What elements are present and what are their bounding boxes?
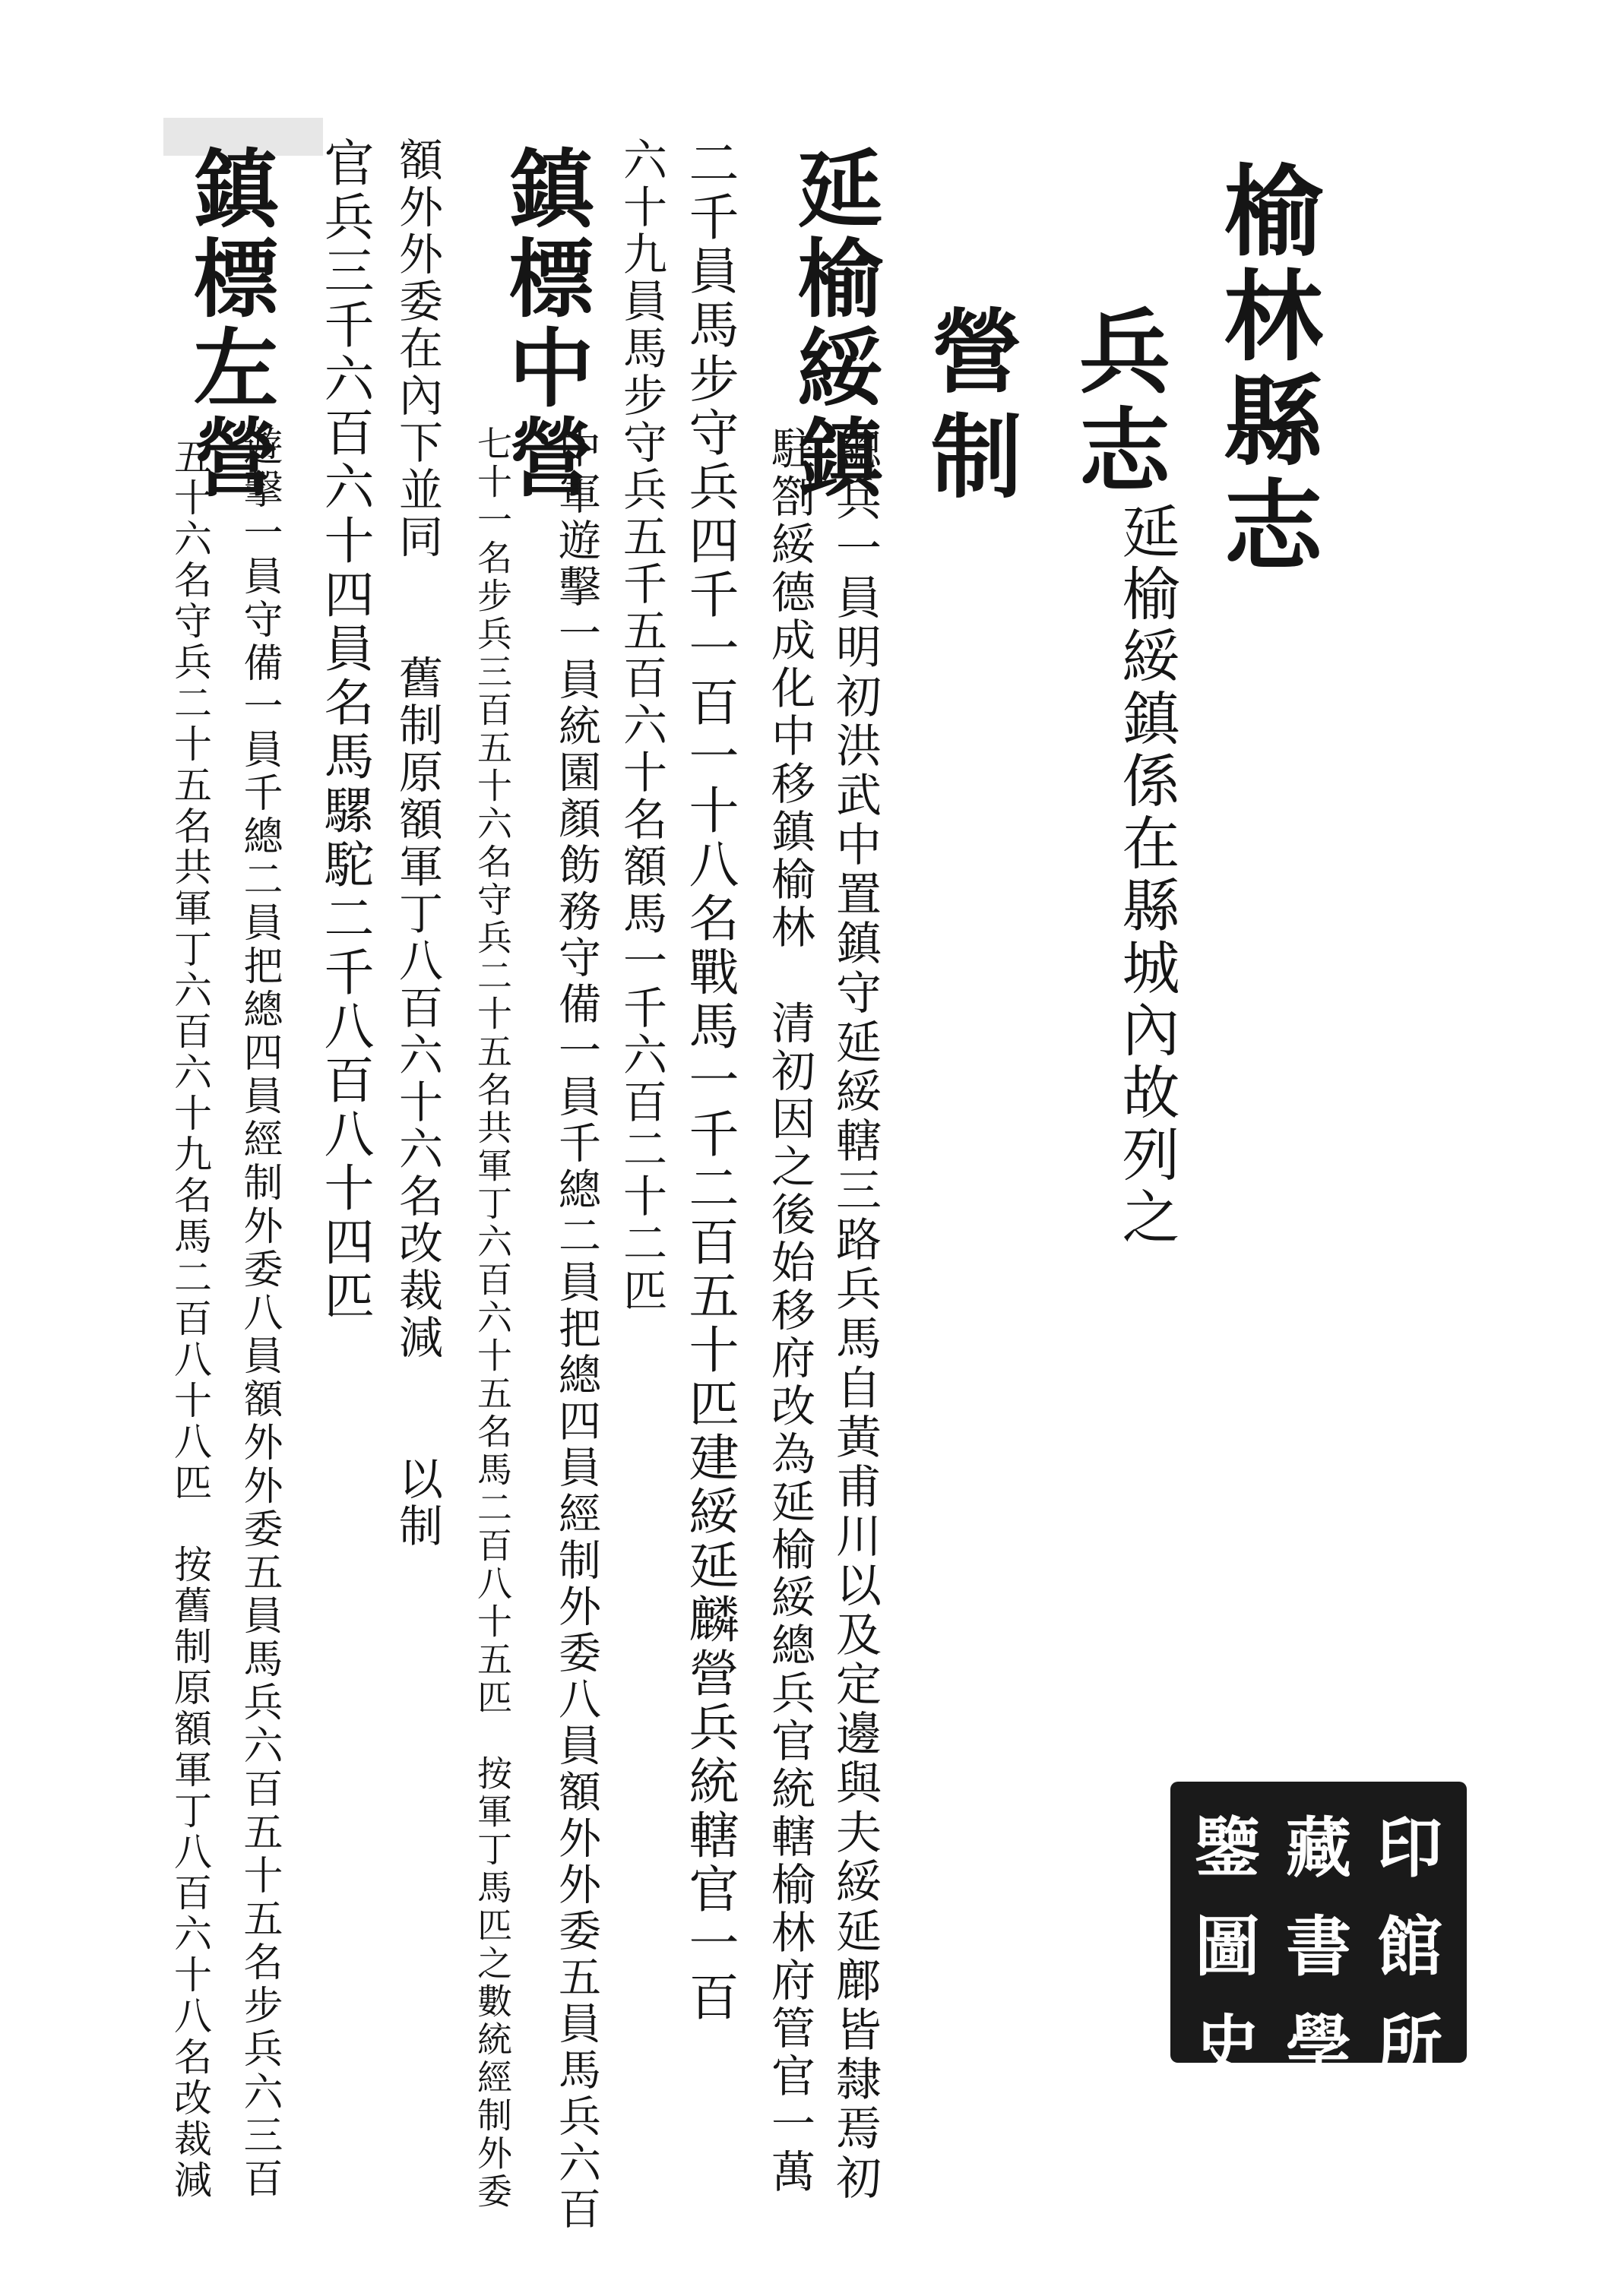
paragraph-2-line-3: 額外外委在內下並同 舊制原額軍丁八百六十六名改裁減 以制 — [391, 137, 443, 1550]
paragraph-2-line-4: 官兵三千六百六十四員名馬騾駝二千八百八十四匹 — [315, 137, 374, 1324]
paragraph-1-line-4: 六十九員馬步守兵五千五百六十名額馬一千六百二十二匹 — [616, 137, 667, 1314]
collector-seal — [1170, 1782, 1467, 2084]
seal-glyph: 學 — [1286, 2007, 1351, 2084]
subsection-title: 營制 — [916, 304, 1023, 514]
seal-glyph: 書 — [1286, 1909, 1351, 1985]
seal-glyph: 館 — [1377, 1909, 1442, 1985]
seal-glyph: 圖 — [1195, 1909, 1260, 1985]
seal-glyph: 印 — [1377, 1810, 1442, 1886]
seal-glyph: 所 — [1377, 2007, 1442, 2084]
document-title: 榆林縣志 — [1208, 160, 1324, 579]
heading-zhongying: 鎮標中營 — [495, 144, 594, 503]
seal-glyph: 鑒 — [1195, 1810, 1260, 1886]
heading-zuoying: 鎮標左營 — [179, 144, 279, 503]
paragraph-2-line-2: 七十一名步兵三百五十六名守兵二十五名共軍丁六百六十五名馬二百八十五匹 按軍丁馬匹之數統經制外委 — [472, 425, 513, 2211]
paragraph-3-line-1: 遊擊一員守備一員千總二員把總四員經制外委八員額外外委五員馬兵六百五十五名步兵六三百 — [236, 425, 282, 2201]
note-text: 延榆綏鎮係在縣城內故列之 — [1113, 501, 1180, 1249]
seal-glyph: 史 — [1195, 2007, 1260, 2084]
paragraph-2-line-1: 中軍遊擊一員統園顏飭務守備一員千總二員把總四員經制外委八員額外外委五員馬兵六百 — [552, 425, 601, 2233]
paragraph-1-line-2: 駐劄綏德成化中移鎮榆林 清初因之後始移府改為延榆綏總兵官統轄榆林府管官一萬 — [764, 425, 815, 2196]
heading-yanyusui: 延榆綏鎮 — [784, 144, 883, 503]
paragraph-3-line-2: 五十六名守兵二十五名共軍丁六百六十九名馬二百八十八匹 按舊制原額軍丁八百六十八名改裁減 — [168, 437, 212, 2201]
section-title: 兵志 — [1064, 304, 1171, 501]
paragraph-1-line-1: 總兵一員明初洪武中置鎮守延綏轄三路兵馬自黃甫川以及定邊與夫綏延鄜皆隸焉初 — [828, 425, 882, 2203]
paragraph-1-line-3: 二千員馬步守兵四千一百一十八名戰馬一千二百五十匹建綏延麟營兵統轄官一百 — [680, 137, 739, 2025]
seal-glyph-grid — [1184, 1795, 1453, 2084]
seal-glyph: 藏 — [1286, 1810, 1351, 1886]
